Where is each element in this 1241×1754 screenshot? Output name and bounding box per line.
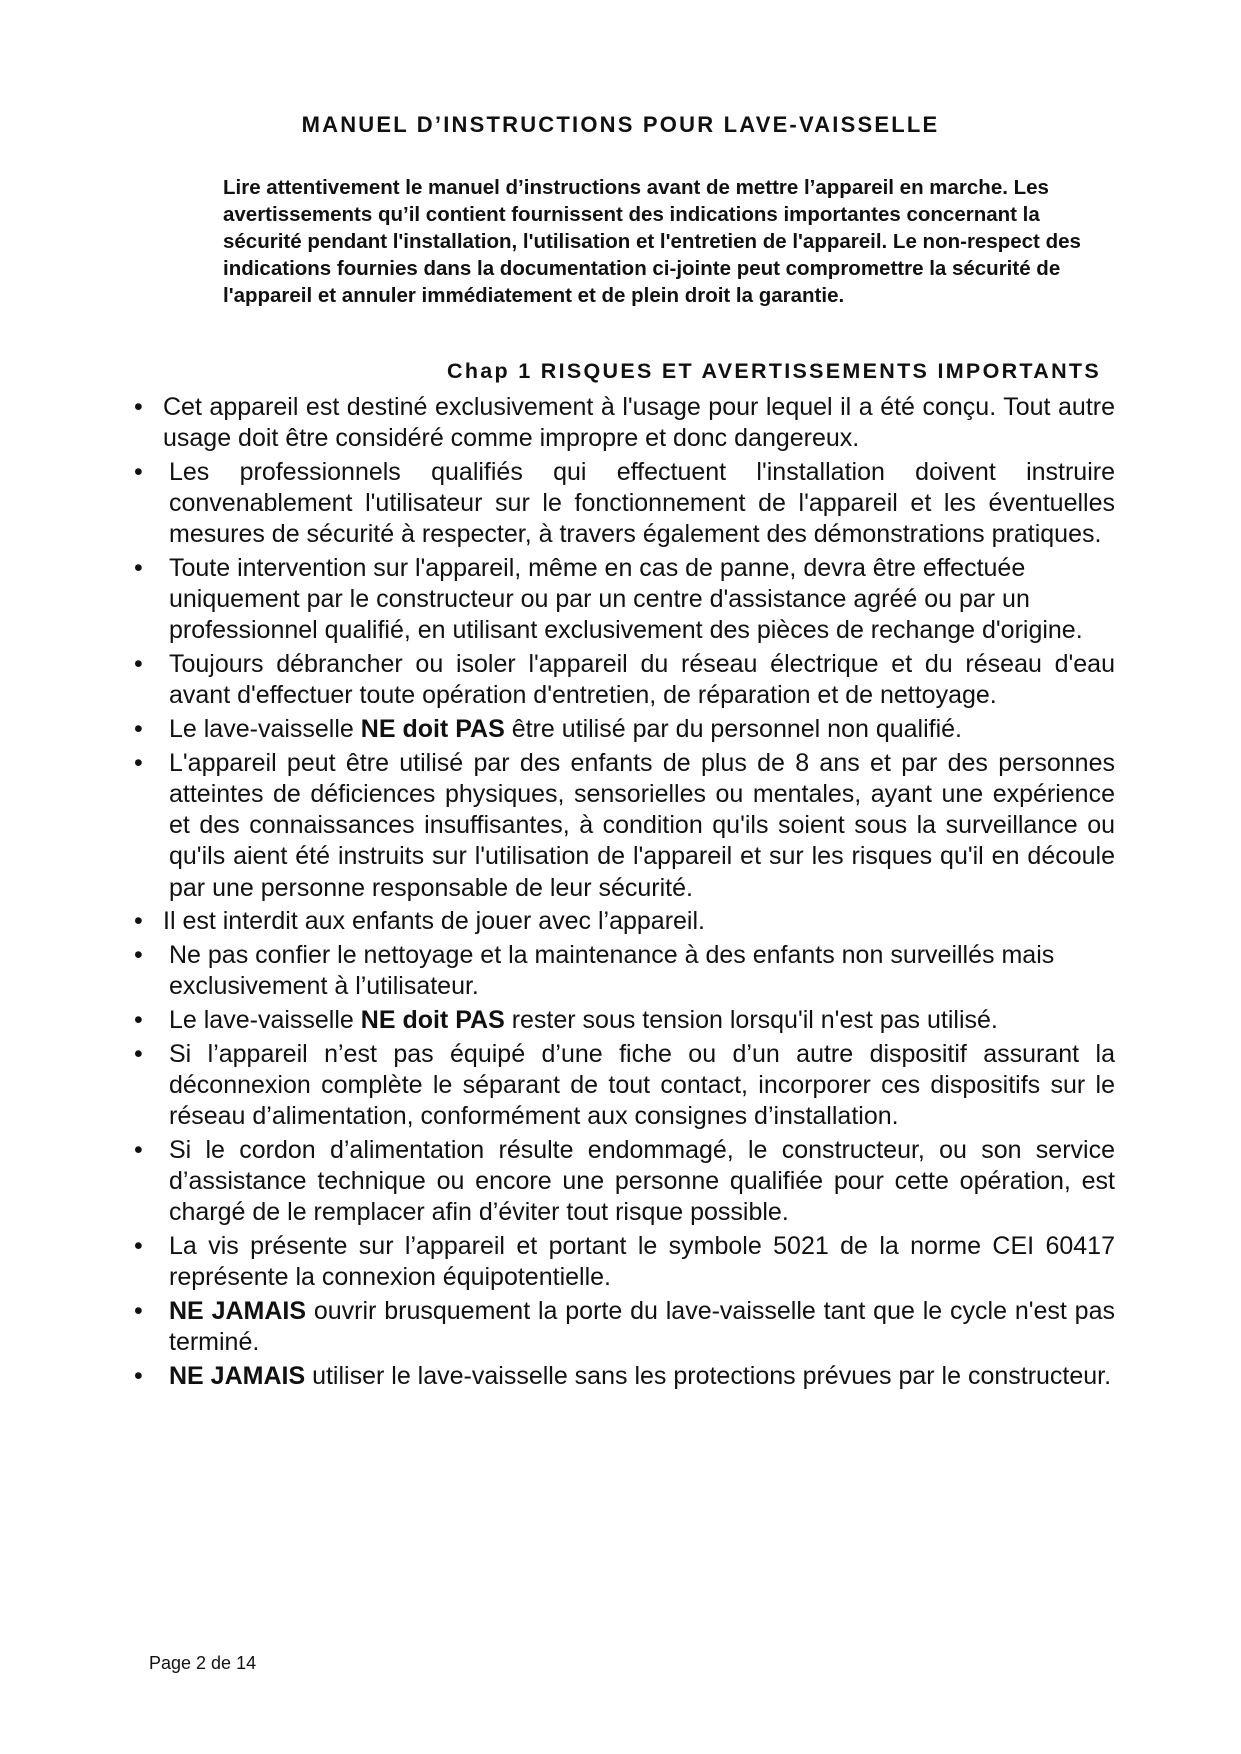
bullet-icon: •	[134, 907, 143, 936]
page-number: Page 2 de 14	[149, 1653, 257, 1673]
intro-paragraph: Lire attentivement le manuel d’instructions avant de mettre l’appareil en marche. Les avertissements qu’il contient fournissent des indications importantes concernant la sécurité pendant l'installation, l'utilisation et l'entretien de l'appareil. Le non-respect des indications fournies dans la documentation ci-jointe peut compromettre la sécurité de l'appareil et annuler immédiatement et de plein droit la garantie.	[223, 176, 1081, 307]
list-item	[130, 1231, 1115, 1293]
bullet-icon: •	[134, 457, 143, 486]
list-item	[130, 1296, 1115, 1358]
item-emphasis: NE doit PAS	[360, 1005, 505, 1034]
bullet-icon: •	[134, 650, 143, 679]
item-text: Ne pas confier le nettoyage et la maintenance à des enfants non surveillés mais exclusivement à l’utilisateur.	[169, 940, 1055, 1001]
bullet-icon: •	[134, 1135, 143, 1164]
item-text: Il est interdit aux enfants de jouer avec l’appareil.	[163, 907, 705, 936]
list-item	[130, 714, 1115, 745]
item-emphasis: NE JAMAIS	[169, 1296, 307, 1325]
item-text: Si le cordon d’alimentation résulte endommagé, le constructeur, ou son service d’assistance technique ou encore une personne qualifiée pour cette opération, est chargé de le remplacer afin d’éviter tout risque possible.	[169, 1135, 1115, 1227]
list-item	[130, 748, 1115, 904]
item-text: Toujours débrancher ou isoler l'appareil du réseau électrique et du réseau d'eau avant d'effectuer toute opération d'entretien, de réparation et de nettoyage.	[169, 650, 1115, 710]
item-text: Si l’appareil n’est pas équipé d’une fiche ou d’un autre dispositif assurant la déconnexion complète le séparant de tout contact, incorporer ces dispositifs sur le réseau d’alimentation, conformément aux consignes d’installation.	[169, 1039, 1115, 1130]
list-item	[130, 1005, 1115, 1036]
item-text: La vis présente sur l’appareil et portant le symbole 5021 de la norme CEI 60417 représente la connexion équipotentielle.	[169, 1231, 1115, 1291]
item-text: être utilisé par du personnel non qualifié.	[504, 715, 962, 744]
list-item	[130, 906, 1115, 937]
list-item	[130, 649, 1115, 711]
item-text-lead: Le lave-vaisselle	[169, 1005, 361, 1034]
item-text: L'appareil peut être utilisé par des enfants de plus de 8 ans et par des personnes atteintes de déficiences physiques, sensorielles ou mentales, ayant une expérience et des connaissances insuffisantes, à condition qu'ils soient sous la surveillance ou qu'ils aient été instruits sur l'utilisation de l'appareil et sur les risques qu'il en découle par une personne responsable de leur sécurité.	[169, 748, 1115, 902]
list-item	[130, 940, 1115, 1002]
bullet-icon: •	[134, 1296, 143, 1325]
item-emphasis: NE JAMAIS	[169, 1361, 306, 1390]
list-item	[130, 457, 1115, 551]
document-title: MANUEL D’INSTRUCTIONS POUR LAVE-VAISSELLE	[301, 112, 940, 137]
bullet-icon: •	[134, 940, 143, 969]
list-item	[130, 1361, 1115, 1392]
item-text-lead: Le lave-vaisselle	[169, 715, 361, 744]
item-text: rester sous tension lorsqu'il n'est pas utilisé.	[504, 1005, 998, 1034]
bullet-icon: •	[134, 715, 143, 744]
list-item	[130, 1039, 1115, 1133]
bullet-icon: •	[134, 1039, 143, 1068]
item-text: Toute intervention sur l'appareil, même en cas de panne, devra être effectuée uniquement par le constructeur ou par un centre d'assistance agréé ou par un professionnel qualifié, en utilisant exclusivement des pièces de rechange d'origine.	[169, 554, 1083, 645]
list-item	[130, 553, 1115, 647]
item-text: Les professionnels qualifiés qui effectuent l'installation doivent instruire convenablement l'utilisateur sur le fonctionnement de l'appareil et les éventuelles mesures de sécurité à respecter, à travers également des démonstrations pratiques.	[169, 457, 1115, 549]
item-text: utiliser le lave-vaisselle sans les protections prévues par le constructeur.	[305, 1361, 1112, 1390]
bullet-icon: •	[134, 554, 143, 583]
bullet-icon: •	[134, 748, 143, 777]
item-emphasis: NE doit PAS	[360, 715, 505, 744]
list-item	[130, 392, 1115, 454]
item-text: Cet appareil est destiné exclusivement à l'usage pour lequel il a été conçu. Tout autre usage doit être considéré comme impropre et donc dangereux.	[163, 393, 1115, 453]
safety-warnings-list	[130, 392, 1115, 1394]
bullet-icon: •	[134, 1005, 143, 1034]
bullet-icon: •	[134, 1361, 143, 1390]
list-item	[130, 1135, 1115, 1229]
bullet-icon: •	[134, 1231, 143, 1260]
item-text: ouvrir brusquement la porte du lave-vaisselle tant que le cycle n'est pas terminé.	[169, 1296, 1115, 1356]
chapter-heading: Chap 1 RISQUES ET AVERTISSEMENTS IMPORTANTS	[447, 359, 1101, 383]
bullet-icon: •	[134, 393, 143, 421]
